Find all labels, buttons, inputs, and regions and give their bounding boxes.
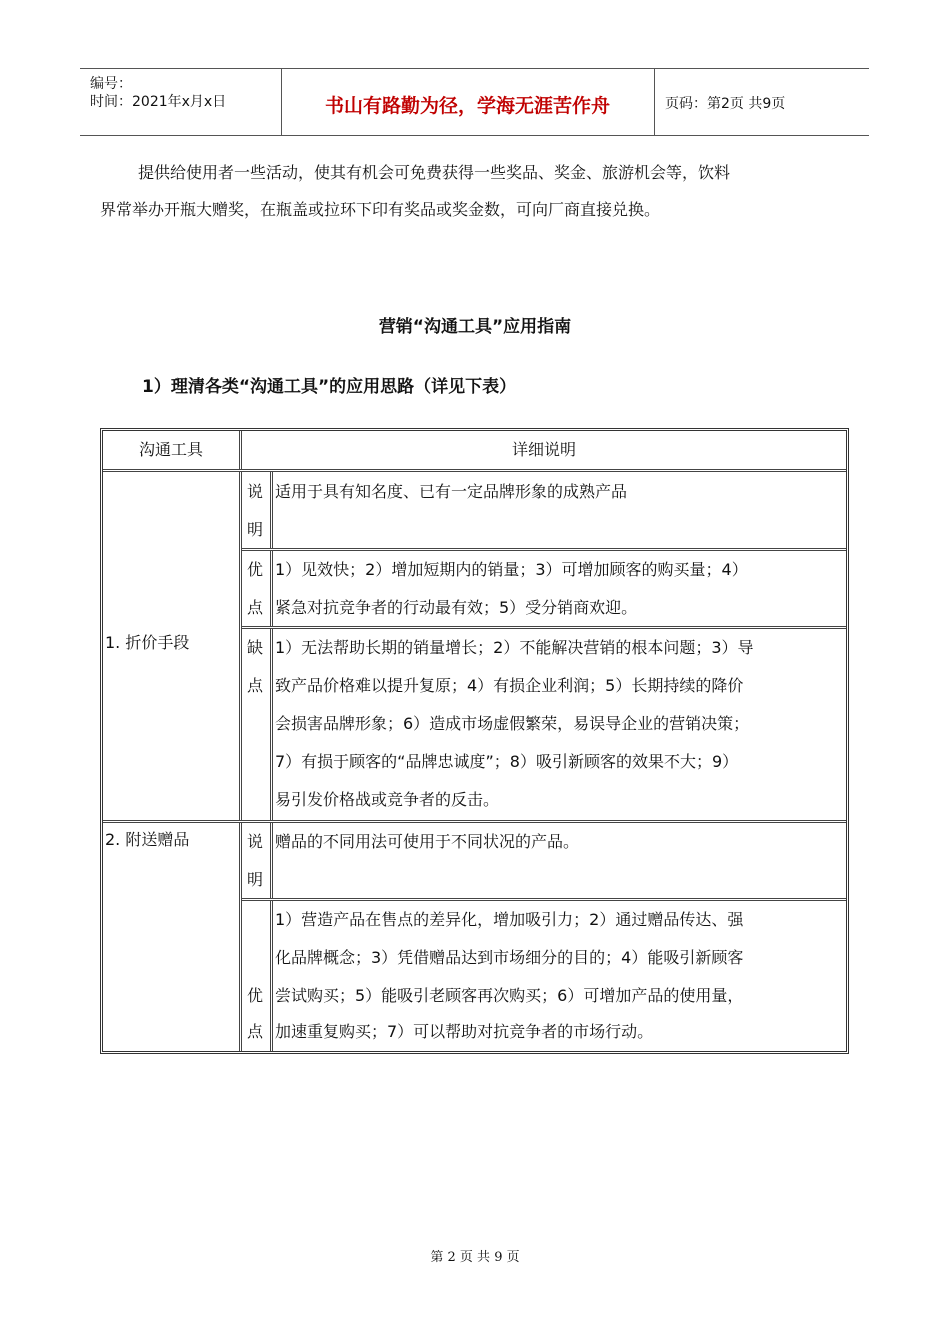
serial-label: 编号： (90, 76, 132, 92)
tool2-desc-label-1: 说 (246, 832, 263, 851)
tool1-cons-line-2: 致产品价格难以提升复原；4）有损企业利润；5）长期持续的降价 (275, 676, 744, 695)
tool1-desc: 适用于具有知名度、已有一定品牌形象的成熟产品 (275, 482, 628, 501)
header-divider (103, 469, 846, 472)
col-header-detail: 详细说明 (511, 440, 576, 459)
tool2-pros-label-1: 优 (246, 986, 263, 1005)
page-info: 页码：第2页 共9页 (665, 96, 786, 112)
col-header-tool: 沟通工具 (138, 440, 203, 459)
tool2-pros-label-2: 点 (246, 1022, 263, 1041)
tool-name-gift: 2. 附送赠品 (105, 830, 190, 849)
tool1-cons-line-3: 会损害品牌形象；6）造成市场虚假繁荣，易误导企业的营销决策； (275, 714, 750, 733)
tool2-pros-line-4: 加速重复购买；7）可以帮助对抗竞争者的市场行动。 (275, 1022, 654, 1041)
tool1-pros-label-1: 优 (246, 560, 263, 579)
tools-table (100, 428, 849, 1054)
tool1-cons-label-1: 缺 (246, 638, 263, 657)
section-title: 营销“沟通工具”应用指南 (378, 317, 572, 337)
intro-line-2: 界常举办开瓶大赠奖，在瓶盖或拉环下印有奖品或奖金数，可向厂商直接兑换。 (100, 200, 661, 219)
tool2-pros-line-3: 尝试购买；5）能吸引老顾客再次购买；6）可增加产品的使用量， (275, 986, 744, 1005)
tool1-cons-line-1: 1）无法帮助长期的销量增长；2）不能解决营销的根本问题；3）导 (275, 638, 754, 657)
tool1-cons-label-2: 点 (246, 676, 263, 695)
tool1-pros-line-2: 紧急对抗竞争者的行动最有效；5）受分销商欢迎。 (275, 598, 638, 617)
tool1-desc-label-1: 说 (246, 482, 263, 501)
page-footer: 第 2 页 共 9 页 (430, 1250, 520, 1265)
tool1-pros-line-1: 1）见效快；2）增加短期内的销量；3）可增加顾客的购买量；4） (275, 560, 748, 579)
header-page-cell (655, 69, 869, 135)
tool1-desc-label-2: 明 (246, 520, 263, 539)
col-divider-2 (270, 471, 273, 1051)
motto: 书山有路勤为径，学海无涯苦作舟 (324, 95, 610, 117)
intro-paragraph (100, 154, 860, 228)
col-divider-1 (239, 431, 242, 1051)
tool-name-discount: 1. 折价手段 (105, 633, 190, 652)
header-meta (80, 69, 282, 135)
tool1-cons-line-5: 易引发价格战或竞争者的反击。 (275, 790, 500, 809)
tool2-desc: 赠品的不同用法可使用于不同状况的产品。 (275, 832, 580, 851)
header-motto-cell (281, 69, 655, 135)
tool2-desc-label-2: 明 (246, 870, 263, 889)
tool2-pros-line-2: 化品牌概念；3）凭借赠品达到市场细分的目的；4）能吸引新顾客 (275, 948, 744, 967)
tool2-pros-line-1: 1）营造产品在售点的差异化，增加吸引力；2）通过赠品传达、强 (275, 910, 744, 929)
subsection-title: 1）理清各类“沟通工具”的应用思路（详见下表） (142, 377, 517, 397)
tool1-cons-line-4: 7）有损于顾客的“品牌忠诚度”；8）吸引新顾客的效果不大；9） (275, 752, 739, 771)
tool1-pros-label-2: 点 (246, 598, 263, 617)
time-label: 时间：2021年x月x日 (90, 94, 227, 110)
page-header (80, 68, 869, 136)
intro-line-1: 提供给使用者一些活动，使其有机会可免费获得一些奖品、奖金、旅游机会等，饮料 (138, 163, 731, 182)
